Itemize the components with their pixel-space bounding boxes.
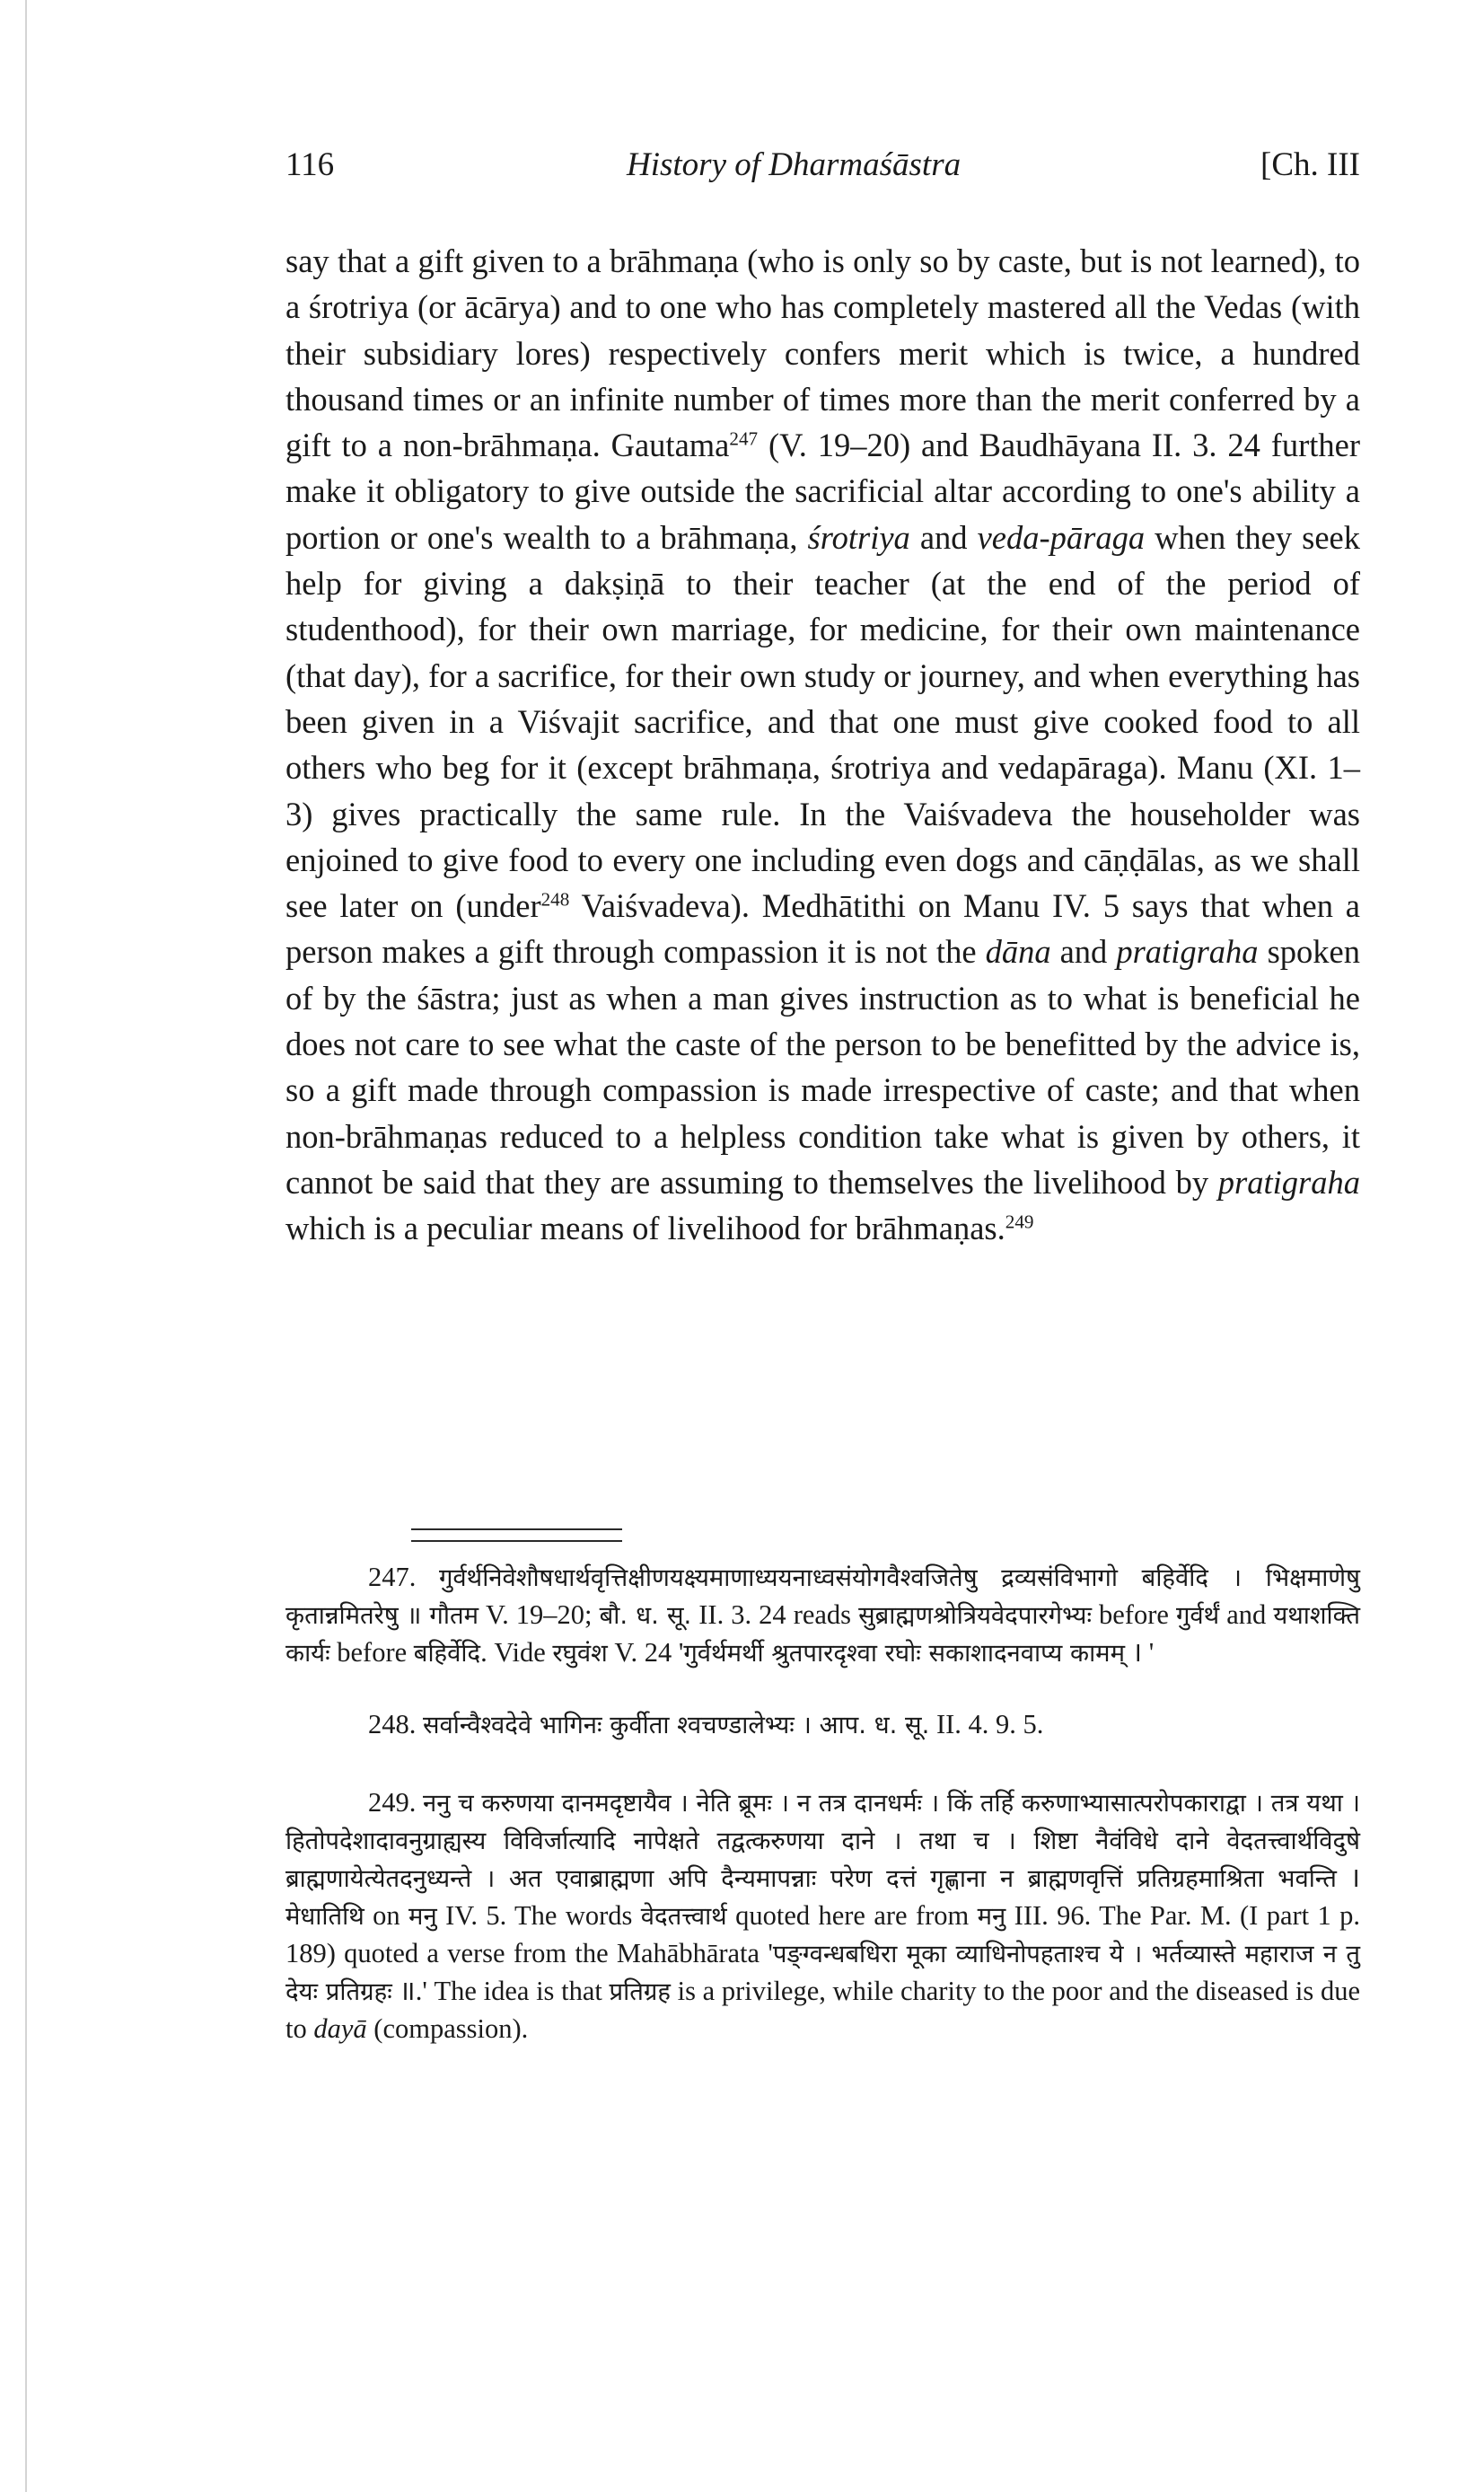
sanskrit-text: प्रतिग्रह [609, 1978, 671, 2006]
text-run: when they seek help for giving a dakṣiṇā to their teacher (at the end of the period of studenthood), for their own marriage, for medicine, for their own maintenance (that day), for a sacrifice, for their own study or journey, and when everything has been given in a Viśvajit sacrifice, and that one must give cooked food to all others who beg for it (except brāhmaṇa, śrotriya and vedapāraga). Manu (XI. 1–3) gives practically the same rule. In the Vaiśvadeva the householder was enjoined to give food to every one including even dogs and cāṇḍālas, as we shall see later on (under [285, 518, 1360, 925]
text-run: . Vide [480, 1637, 553, 1668]
text-run: (V. 19–20) and Baudhāyana II. 3. 24 further make it obligatory to give outside the sacrificial altar according to one's ability a portion or one's wealth to a brāhmaṇa, [285, 427, 1360, 556]
sanskrit-text: मेधातिथि [285, 1903, 364, 1931]
text-run: । [1336, 1862, 1361, 1893]
text-run: II. 4. 9. 5. [929, 1709, 1044, 1739]
text-run: and [1219, 1599, 1274, 1630]
sanskrit-text: पङ्ग्वन्धबधिरा मूका व्याधिनोपहताश्च ये । भर्तव्यास्ते महाराज न तु देयः प्रतिग्रहः [285, 1941, 1360, 2006]
footnote-ref-249: 249 [1005, 1211, 1034, 1233]
sanskrit-text: सर्वान्वैश्वदेवे भागिनः कुर्वीता श्वचण्डालेभ्यः । आप. ध. सू. [423, 1712, 930, 1739]
text-run: before [1091, 1599, 1176, 1630]
text-run: II. 3. 24 reads [691, 1599, 859, 1630]
text-run: on [364, 1900, 409, 1931]
footnote-249 [285, 1784, 1360, 2047]
italic-term: veda-pāraga [977, 518, 1146, 556]
italic-term: pratigraha [1116, 933, 1259, 971]
text-run: which is a peculiar means of livelihood for brāhmaṇas. [285, 1210, 1005, 1247]
text-run: and [909, 518, 978, 556]
italic-term: śrotriya [807, 518, 910, 556]
sanskrit-text: मनु [977, 1903, 1006, 1931]
chapter-label: [Ch. III [1260, 146, 1360, 183]
italic-term: pratigraha [1217, 1163, 1360, 1201]
text-run: V. 19–20; [479, 1599, 600, 1630]
sanskrit-text: ननु च करुणया दानमदृष्टायैव । नेति ब्रूमः । न तत्र दानधर्मः । किं तर्हि करुणाभ्यासात्परोपकाराद्वा । तत्र यथा । हितोपदेशादावनुग्राह्यस्य विविर्जात्यादि नापेक्षते तद्वत्करुणया दाने । तथा च । शिष्टा नैवंविधे दाने वेदतत्त्वार्थविदुषे ब्राह्मणायेत्येतदनुध्यन्ते । अत एवाब्राह्मणा अपि दैन्यमापन्नाः परेण दत्तं गृह्णाना न ब्राह्मणवृत्तिं प्रतिग्रहमाश्रिता भवन्ति [285, 1790, 1360, 1893]
text-run: III. 96. The Par. M. (I part 1 p. 189) quoted a verse from the Mahābhārata ' [285, 1900, 1360, 1968]
italic-term: dayā [313, 2013, 367, 2044]
footnote-number: 247. [368, 1562, 417, 1592]
sanskrit-text: गुर्वर्थमर्थी श्रुतपारदृश्वा रघोः सकाशादनवाप्य कामम् [683, 1640, 1125, 1668]
text-run: quoted here are from [726, 1900, 978, 1931]
text-run: (compassion). [366, 2013, 529, 2044]
text-run: before [329, 1637, 414, 1668]
footnote-248 [285, 1706, 1360, 1744]
page-edge-line [25, 0, 27, 2492]
running-title: History of Dharmaśāstra [627, 146, 962, 183]
sanskrit-text: गुर्वर्थं [1175, 1602, 1220, 1630]
footnote-number: 248. [368, 1709, 417, 1739]
text-run: Vaiśvadeva). Medhātithi on Manu IV. 5 says that when a person makes a gift through compassion it is not the [285, 887, 1360, 971]
italic-term: dāna [985, 933, 1051, 971]
text-run: spoken of by the śāstra; just as when a man gives instruction as to what is beneficial he does not care to see what the caste of the person to be benefitted by the advice is, so a gift made through compassion is made irrespective of caste; and that when non-brāhmaṇas reduced to a helpless condition take what is given by others, it cannot be said that they are assuming to themselves the livelihood by [285, 933, 1360, 1201]
text-run: is a privilege, while charity to the poor and the diseased is due to [285, 1976, 1360, 2044]
text-run: say that a gift given to a brāhmaṇa (who is only so by caste, but is not learned), to a śrotriya (or ācārya) and to one who has completely mastered all the Vedas (with their subsidiary lores) respectively confers merit which is twice, a hundred thousand times or an infinite number of times more than the merit conferred by a gift to a non-brāhmaṇa. Gautama [285, 242, 1360, 464]
sanskrit-text: वेदतत्त्वार्थ [640, 1903, 727, 1931]
sanskrit-text: गुर्वर्थनिवेशौषधार्थवृत्तिक्षीणयक्ष्यमाणाध्ययनाध्वसंयोगवैश्वजितेषु द्रव्यसंविभागो बहिर्वेदि । भिक्षमाणेषु कृतान्नमितरेषु ॥ गौतम [285, 1564, 1360, 1630]
sanskrit-text: बहिर्वेदि [413, 1640, 481, 1668]
text-run: । ' [1125, 1637, 1155, 1668]
main-paragraph [285, 238, 1360, 1252]
footnote-ref-247: 247 [729, 427, 759, 450]
sanskrit-text: मनु [408, 1903, 437, 1931]
text-run: V. 24 ' [607, 1637, 684, 1668]
footnote-separator-bottom [411, 1540, 622, 1542]
text-run: and [1050, 933, 1117, 971]
sanskrit-text: बौ. ध. सू. [599, 1602, 692, 1630]
footnote-ref-248: 248 [540, 888, 570, 911]
footnote-separator-top [411, 1528, 622, 1530]
footnote-number: 249. [368, 1787, 417, 1818]
page-number: 116 [285, 146, 335, 183]
text-run: IV. 5. The words [436, 1900, 641, 1931]
text-run: ॥.' The idea is that [391, 1976, 610, 2006]
page-header [285, 145, 1360, 199]
sanskrit-text: यथाशक्ति कार्यः [285, 1602, 1360, 1668]
sanskrit-text: सुब्राह्मणश्रोत्रियवेदपारगेभ्यः [858, 1602, 1092, 1630]
sanskrit-text: रघुवंश [552, 1640, 608, 1668]
footnote-247 [285, 1559, 1360, 1672]
